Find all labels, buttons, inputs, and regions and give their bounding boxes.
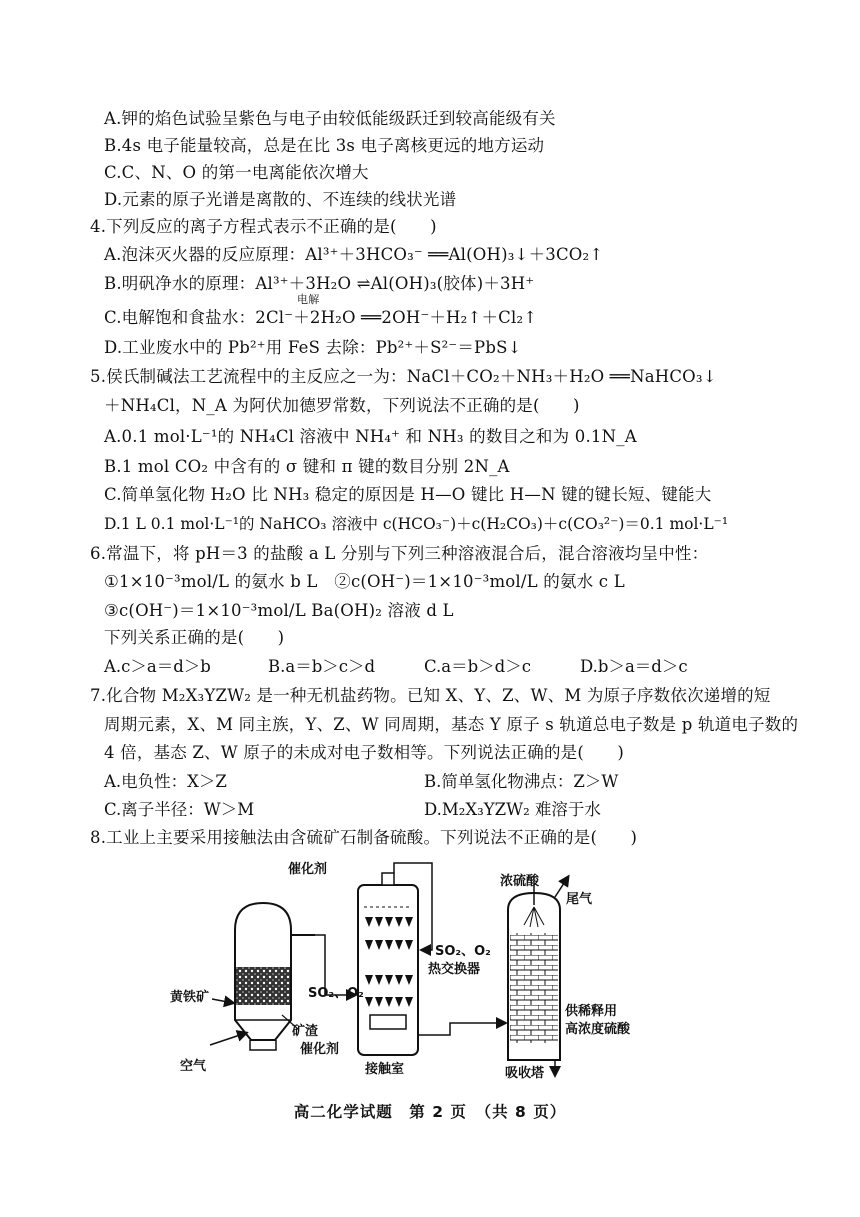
q7-line3: 4 倍，基态 Z、W 原子的未成对电子数相等。下列说法正确的是( ) [104, 743, 625, 762]
q3-option-b: B.4s 电子能量较高，总是在比 3s 电子离核更远的地方运动 [104, 136, 545, 155]
q7-option-c: C.离子半径：W＞M [104, 800, 255, 819]
q7-option-d: D.M₂X₃YZW₂ 难溶于水 [424, 800, 601, 819]
q7-line1: 7.化合物 M₂X₃YZW₂ 是一种无机盐药物。已知 X、Y、Z、W、M 为原子序数依次递增的短 [90, 686, 771, 705]
q5-option-b: B.1 mol CO₂ 中含有的 σ 键和 π 键的数目分别 2N_A [104, 457, 510, 476]
q5-option-d: D.1 L 0.1 mol·L⁻¹的 NaHCO₃ 溶液中 c(HCO₃⁻)＋c(H₂CO₃)＋c(CO₃²⁻)＝0.1 mol·L⁻¹ [104, 515, 729, 533]
q6-option-c: C.a＝b＞d＞c [424, 657, 531, 676]
label-conc-acid: 浓硫酸 [500, 874, 540, 889]
label-heat-exchanger: 热交换器 [428, 962, 481, 977]
q6-option-b: B.a＝b＞c＞d [268, 657, 376, 676]
q5-stem-line2: ＋NH₄Cl，N_A 为阿伏加德罗常数，下列说法不正确的是( ) [104, 396, 580, 415]
q6-stem: 6.常温下，将 pH＝3 的盐酸 a L 分别与下列三种溶液混合后，混合溶液均呈中性： [90, 544, 709, 563]
q6-ask: 下列关系正确的是( ) [104, 628, 285, 647]
label-catalyst-bottom: 催化剂 [300, 1042, 340, 1057]
q4-stem: 4.下列反应的离子方程式表示不正确的是( ) [90, 217, 437, 236]
q5-option-a: A.0.1 mol·L⁻¹的 NH₄Cl 溶液中 NH₄⁺ 和 NH₃ 的数目之和为 0.1N_A [104, 427, 637, 446]
q4-option-d: D.工业废水中的 Pb²⁺用 FeS 去除：Pb²⁺＋S²⁻＝PbS↓ [104, 338, 522, 357]
contact-to-absorber-pipe [418, 1023, 505, 1035]
q4-option-a: A.泡沫灭火器的反应原理：Al³⁺＋3HCO₃⁻ ══Al(OH)₃↓＋3CO₂↑ [104, 245, 604, 264]
q4-option-c: C.电解饱和食盐水：2Cl⁻＋2H₂O ══2OH⁻＋H₂↑＋Cl₂↑ [104, 308, 538, 327]
q6-condition-1-2: ①1×10⁻³mol/L 的氨水 b L ②c(OH⁻)＝1×10⁻³mol/L 的氨水 c L [104, 572, 625, 591]
q6-option-d: D.b＞a＝d＞c [580, 657, 688, 676]
q7-line2: 周期元素，X、M 同主族，Y、Z、W 同周期，基态 Y 原子 s 轨道总电子数是 p 轨道电子数的 [104, 715, 799, 734]
q5-option-c: C.简单氢化物 H₂O 比 NH₃ 稳定的原因是 H—O 键比 H—N 键的键长短、键能大 [104, 485, 712, 504]
q3-option-a: A.钾的焰色试验呈紫色与电子由较低能级跃迁到较高能级有关 [104, 109, 556, 128]
q4-option-b: B.明矾净水的原理：Al³⁺＋3H₂O ⇌Al(OH)₃(胶体)＋3H⁺ [104, 274, 535, 293]
absorption-tower [508, 877, 568, 1075]
contact-chamber [358, 873, 418, 1055]
label-so2-o2-b: SO₂、O₂ [435, 944, 491, 959]
label-dilute-1: 供稀释用 [565, 1004, 618, 1019]
q7-option-a: A.电负性：X＞Z [104, 772, 227, 791]
q6-condition-3: ③c(OH⁻)＝1×10⁻³mol/L Ba(OH)₂ 溶液 d L [104, 601, 454, 620]
q5-stem-line1: 5.侯氏制碱法工艺流程中的主反应之一为：NaCl＋CO₂＋NH₃＋H₂O ══NaHCO₃↓ [90, 367, 717, 386]
q3-option-d: D.元素的原子光谱是离散的、不连续的线状光谱 [104, 190, 457, 209]
label-contact-chamber: 接触室 [365, 1062, 405, 1077]
label-pyrite: 黄铁矿 [170, 990, 210, 1005]
air-arrow [210, 1033, 246, 1045]
q6-option-a: A.c＞a＝d＞b [104, 657, 211, 676]
label-slag: 矿渣 [292, 1024, 319, 1039]
pyrite-arrow [212, 999, 233, 1003]
label-so2-o2-a: SO₂、O₂ [308, 986, 364, 1001]
q3-option-c: C.C、N、O 的第一电离能依次增大 [104, 163, 369, 182]
electrolysis-label: 电解 [297, 293, 320, 306]
q7-option-b: B.简单氢化物沸点：Z＞W [424, 772, 619, 791]
label-dilute-2: 高浓度硫酸 [565, 1022, 631, 1037]
label-absorber: 吸收塔 [505, 1066, 545, 1080]
q8-stem: 8.工业上主要采用接触法由含硫矿石制备硫酸。下列说法不正确的是( ) [90, 828, 638, 847]
label-tail-gas: 尾气 [566, 892, 593, 907]
label-air: 空气 [180, 1059, 207, 1074]
sulfuric-acid-process-diagram [160, 855, 680, 1080]
page-footer: 高二化学试题 第 2 页 （共 8 页） [293, 1103, 567, 1121]
label-catalyst-top: 催化剂 [288, 862, 328, 877]
